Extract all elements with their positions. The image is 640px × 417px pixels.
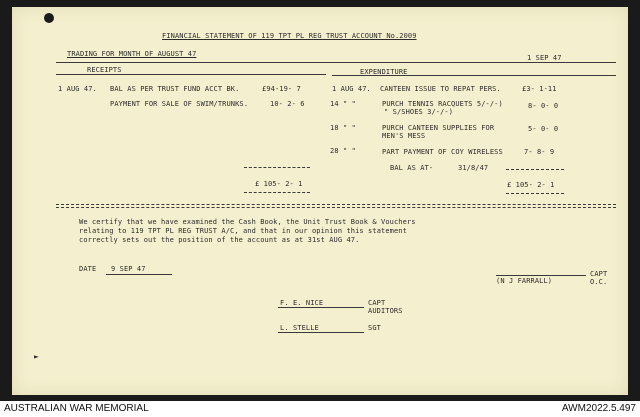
expenditure-desc: PART PAYMENT OF COY WIRELESS <box>382 148 503 156</box>
balance-date: 31/8/47 <box>458 164 489 172</box>
header-rule-top <box>56 62 616 63</box>
receipts-total-rule-top <box>244 167 310 168</box>
receipt-desc: BAL AS PER TRUST FUND ACCT BK. <box>110 85 240 93</box>
header-rule-expenditure <box>332 75 616 76</box>
auditor2-line <box>278 332 364 333</box>
certification-line: We certify that we have examined the Cash Book, the Unit Trust Book & Vouchers <box>79 218 416 226</box>
trading-period: TRADING FOR MONTH OF AUGUST 47 <box>67 50 197 58</box>
section-divider <box>56 204 616 205</box>
date-label: DATE <box>79 265 97 273</box>
signatory-name: (N J FARRALL) <box>496 277 553 285</box>
document-title: FINANCIAL STATEMENT OF 119 TPT PL REG TRUST ACCOUNT No.2009 <box>162 32 417 40</box>
signatory-unit: O.C. <box>590 278 608 286</box>
document-page <box>12 7 628 395</box>
expenditure-date: 18 " " <box>330 124 356 132</box>
certification-line: relating to 119 TPT PL REG TRUST A/C, and that in our opinion this statement <box>79 227 407 235</box>
expenditure-desc-line2: MEN'S MESS <box>382 132 426 140</box>
signatory-rank: CAPT <box>590 270 608 278</box>
auditor1-name: F. E. NICE <box>280 299 324 307</box>
statement-date: 1 SEP 47 <box>527 54 562 62</box>
receipts-heading: RECEIPTS <box>87 66 122 74</box>
receipt-date: 1 AUG 47. <box>58 85 97 93</box>
receipt-amount: 10- 2- 6 <box>270 100 305 108</box>
punch-hole <box>44 13 54 23</box>
auditor2-rank: SGT <box>368 324 381 332</box>
footer-credit: AUSTRALIAN WAR MEMORIAL <box>4 401 149 417</box>
date-underline <box>106 274 172 275</box>
certification-line: correctly sets out the position of the account as at 31st AUG 47. <box>79 236 360 244</box>
expenditure-total-rule-bottom <box>506 193 564 194</box>
auditor2-name: L. STELLE <box>280 324 319 332</box>
receipt-desc: PAYMENT FOR SALE OF SWIM/TRUNKS. <box>110 100 249 108</box>
receipt-amount: £94-19- 7 <box>262 85 301 93</box>
expenditure-total-rule-top <box>506 169 564 170</box>
auditor1-rank: CAPT <box>368 299 386 307</box>
auditors-label: AUDITORS <box>368 307 403 315</box>
margin-mark: ► <box>34 352 39 361</box>
expenditure-amount: 8- 0- 0 <box>528 102 559 110</box>
expenditure-date: 28 " " <box>330 147 356 155</box>
expenditure-heading: EXPENDITURE <box>360 68 408 76</box>
header-rule-receipts <box>56 74 326 75</box>
expenditure-desc: PURCH TENNIS RACQUETS 5/-/-) <box>382 100 503 108</box>
expenditure-date: 14 " " <box>330 100 356 108</box>
expenditure-amount: 5- 0- 0 <box>528 125 559 133</box>
receipts-total: £ 105- 2- 1 <box>255 180 303 188</box>
auditor1-line <box>278 307 364 308</box>
receipts-total-rule-bottom <box>244 192 310 193</box>
expenditure-amount: £3- 1-11 <box>522 85 557 93</box>
expenditure-desc: CANTEEN ISSUE TO REPAT PERS. <box>380 85 501 93</box>
expenditure-total: £ 105- 2- 1 <box>507 181 555 189</box>
date-value: 9 SEP 47 <box>111 265 146 273</box>
expenditure-date: 1 AUG 47. <box>332 85 371 93</box>
expenditure-desc: PURCH CANTEEN SUPPLIES FOR <box>382 124 495 132</box>
signature-line <box>496 275 586 276</box>
balance-label: BAL AS AT- <box>390 164 434 172</box>
footer-accession-number: AWM2022.5.497 <box>562 401 636 417</box>
section-divider <box>56 207 616 208</box>
expenditure-desc-line2: " S/SHOES 3/-/-) <box>384 108 454 116</box>
expenditure-amount: 7- 8- 9 <box>524 148 555 156</box>
